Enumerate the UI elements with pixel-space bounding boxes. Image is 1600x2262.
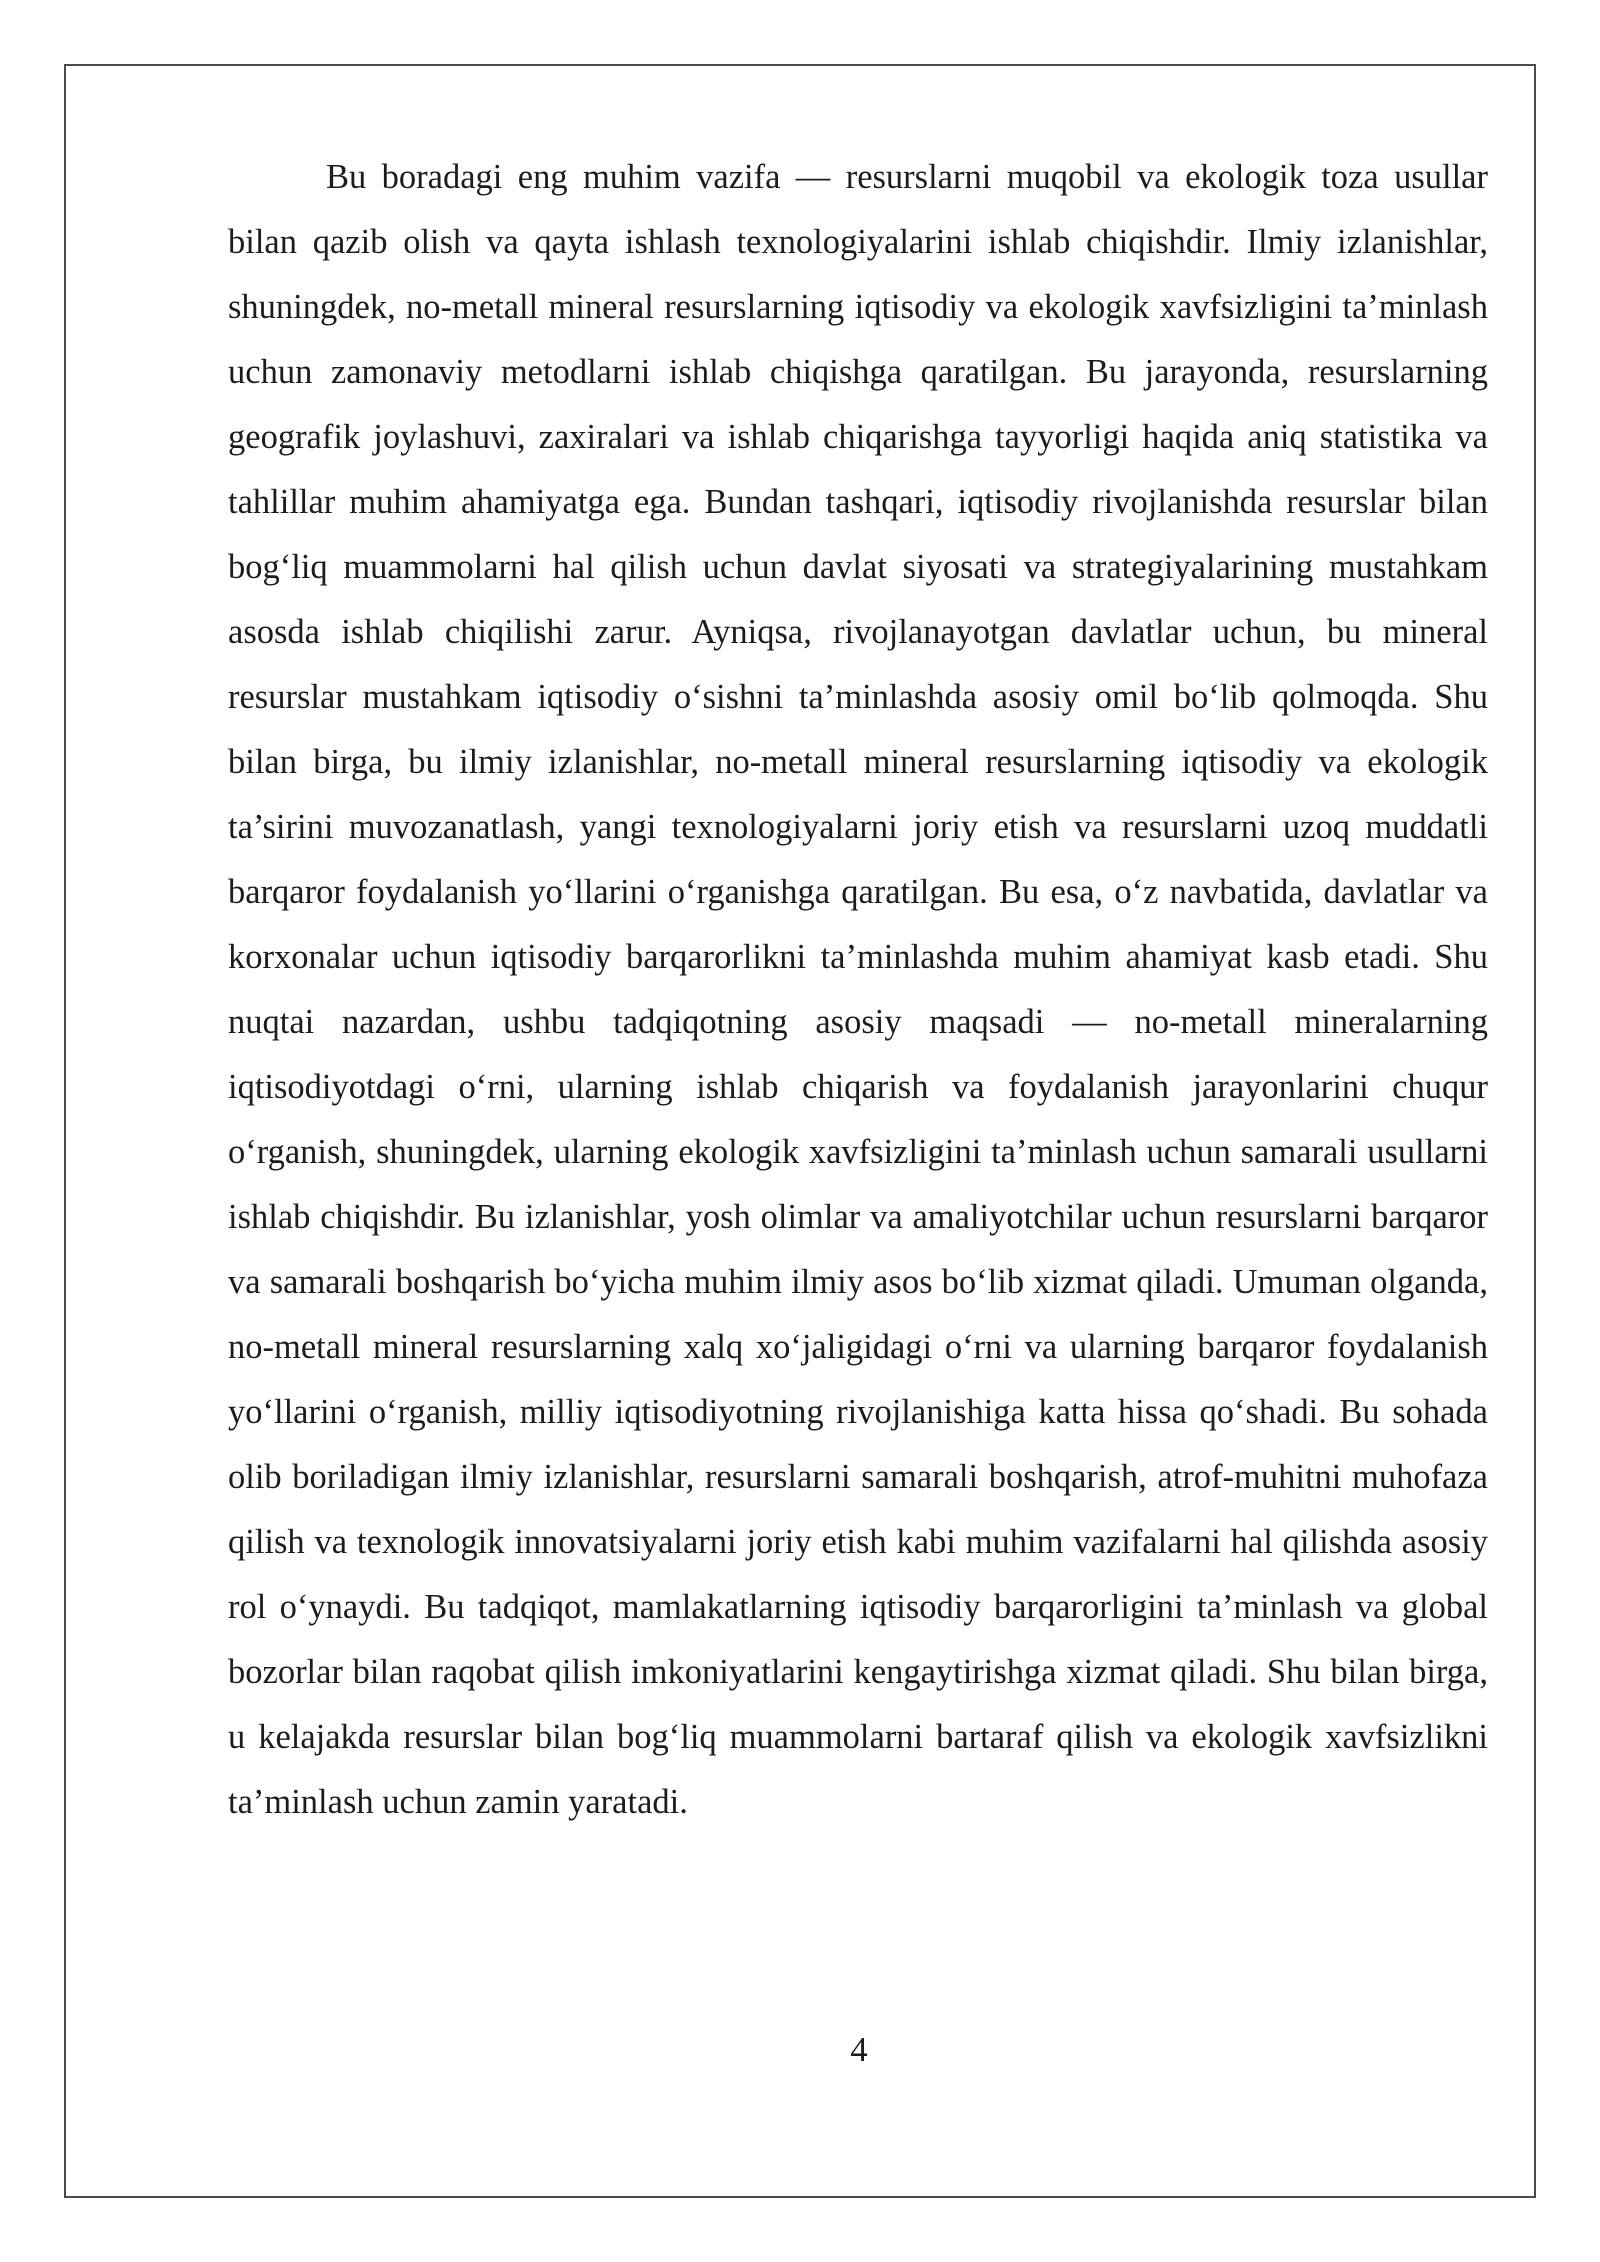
body-paragraph: Bu boradagi eng muhim vazifa — resurslarni muqobil va ekologik toza usullar bilan qazib olish va qayta ishlash texnologiyalarini ishlab chiqishdir. Ilmiy izlanishlar, shuningdek, no-metall mineral resurslarning iqtisodiy va ekologik xavfsizligini ta’minlash uchun zamonaviy metodlarni ishlab chiqishga qaratilgan. Bu jarayonda, resurslarning geografik joylashuvi, zaxiralari va ishlab chiqarishga tayyorligi haqida aniq statistika va tahlillar muhim ahamiyatga ega. Bundan tashqari, iqtisodiy rivojlanishda resurslar bilan bog‘liq muammolarni hal qilish uchun davlat siyosati va strategiyalarining mustahkam asosda ishlab chiqilishi zarur. Ayniqsa, rivojlanayotgan davlatlar uchun, bu mineral resurslar mustahkam iqtisodiy o‘sishni ta’minlashda asosiy omil bo‘lib qolmoqda. Shu bilan birga, bu ilmiy izlanishlar, no-metall mineral resurslarning iqtisodiy va ekologik ta’sirini muvozanatlash, yangi texnologiyalarni joriy etish va resurslarni uzoq muddatli barqaror foydalanish yo‘llarini o‘rganishga qaratilgan. Bu esa, o‘z navbatida, davlatlar va korxonalar uchun iqtisodiy barqarorlikni ta’minlashda muhim ahamiyat kasb etadi. Shu nuqtai nazardan, ushbu tadqiqotning asosiy maqsadi — no-metall mineralarning iqtisodiyotdagi o‘rni, ularning ishlab chiqarish va foydalanish jarayonlarini chuqur o‘rganish, shuningdek, ularning ekologik xavfsizligini ta’minlash uchun samarali usullarni ishlab chiqishdir. Bu izlanishlar, yosh olimlar va amaliyotchilar uchun resurslarni barqaror va samarali boshqarish bo‘yicha muhim ilmiy asos bo‘lib xizmat qiladi. Umuman olganda, no-metall mineral resurslarning xalq xo‘jaligidagi o‘rni va ularning barqaror foydalanish yo‘llarini o‘rganish, milliy iqtisodiyotning rivojlanishiga katta hissa qo‘shadi. Bu sohada olib boriladigan ilmiy izlanishlar, resurslarni samarali boshqarish, atrof-muhitni muhofaza qilish va texnologik innovatsiyalarni joriy etish kabi muhim vazifalarni hal qilishda asosiy rol o‘ynaydi. Bu tadqiqot, mamlakatlarning iqtisodiy barqarorligini ta’minlash va global bozorlar bilan raqobat qilish imkoniyatlarini kengaytirishga xizmat qiladi. Shu bilan birga, u kelajakda resurslar bilan bog‘liq muammolarni bartaraf qilish va ekologik xavfsizlikni ta’minlash uchun zamin yaratadi.: [228, 158, 1488, 1821]
page-number: 4: [850, 2031, 868, 2069]
